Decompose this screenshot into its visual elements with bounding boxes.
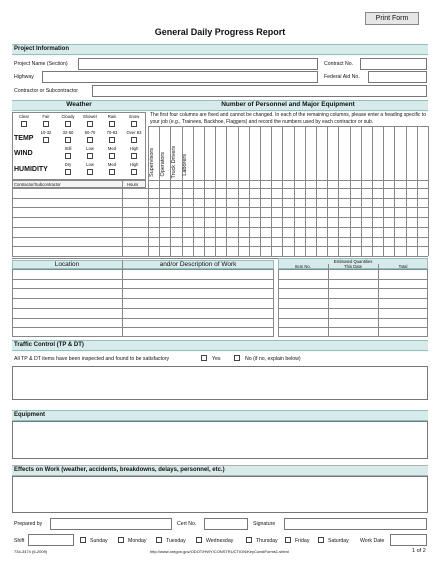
hours-row-input[interactable] [123, 238, 145, 246]
col-supervisors: Supervisors [149, 148, 155, 178]
grid-row-line [12, 318, 274, 319]
temp-checkbox[interactable] [131, 137, 137, 143]
federal-aid-label: Federal Aid No. [324, 74, 360, 80]
grid-col-line [159, 126, 160, 256]
day-checkbox[interactable] [285, 537, 291, 543]
grid-row-line [12, 256, 428, 257]
temp-option-label: 50-70 [84, 130, 96, 135]
equipment-field[interactable] [12, 421, 428, 459]
hours-col-header: Hours [127, 182, 139, 187]
grid-row-line [278, 279, 428, 280]
traffic-explain-field[interactable] [12, 366, 428, 400]
temp-option-label: 10-32 [40, 130, 52, 135]
grid-col-line [282, 126, 283, 256]
day-label: Monday [128, 538, 147, 544]
day-label: Wednesday [206, 538, 234, 544]
hours-row-input[interactable] [123, 228, 145, 236]
highway-label: Highway [14, 74, 34, 80]
sky-checkbox[interactable] [43, 121, 49, 127]
contractor-row-input[interactable] [13, 218, 121, 226]
grid-col-line [327, 126, 328, 256]
effects-field[interactable] [12, 476, 428, 513]
sky-checkbox[interactable] [21, 121, 27, 127]
humidity-checkbox[interactable] [65, 169, 71, 175]
sky-label: Cloudy [61, 114, 75, 119]
temp-checkbox[interactable] [109, 137, 115, 143]
personnel-header: Number of Personnel and Major Equipment [221, 101, 355, 108]
contractor-label: Contractor or Subcontractor [14, 88, 79, 94]
wind-label: WIND [14, 150, 33, 157]
wind-option-label: Still [64, 146, 72, 151]
grid-row-line [12, 327, 274, 328]
contractor-row-input[interactable] [13, 238, 121, 246]
shift-label: Shift [14, 538, 25, 544]
humidity-option-label: Med [107, 162, 117, 167]
wind-option-label: Med [107, 146, 117, 151]
contractor-row-input[interactable] [13, 228, 121, 236]
location-header: Location [54, 261, 80, 268]
hours-row-input[interactable] [123, 218, 145, 226]
grid-col-line [204, 126, 205, 256]
day-label: Thursday [256, 538, 278, 544]
grid-row-line [148, 180, 428, 181]
sky-label: Rain [107, 114, 117, 119]
project-name-label: Project Name (Section) [14, 61, 68, 67]
grid-row-line [278, 298, 428, 299]
effects-header: Effects on Work (weather, accidents, breakdowns, delays, personnel, etc.) [12, 465, 428, 476]
wind-checkbox[interactable] [109, 153, 115, 159]
federal-aid-field[interactable] [368, 71, 427, 83]
prepared-by-field[interactable] [50, 518, 172, 530]
highway-field[interactable] [42, 71, 318, 83]
contractor-row-input[interactable] [13, 208, 121, 216]
day-checkbox[interactable] [80, 537, 86, 543]
humidity-label: HUMIDITY [14, 166, 48, 173]
total-header: Total [398, 264, 408, 269]
est-quantities-header: Estimated Quantities [333, 259, 373, 264]
work-date-field[interactable] [390, 534, 427, 546]
project-name-field[interactable] [78, 58, 318, 70]
weather-header: Weather [66, 101, 92, 108]
print-form-button[interactable]: Print Form [365, 12, 419, 25]
temp-option-label: Over 83 [126, 130, 142, 135]
grid-row-line [278, 327, 428, 328]
contractor-field[interactable] [92, 85, 427, 97]
traffic-no-checkbox[interactable] [234, 355, 240, 361]
day-checkbox[interactable] [118, 537, 124, 543]
item-no-header: Item No. [295, 264, 311, 269]
prepared-by-label: Prepared by [14, 521, 43, 527]
hours-row-input[interactable] [123, 189, 145, 197]
grid-col-line [406, 126, 407, 256]
day-label: Tuesday [166, 538, 186, 544]
grid-col-line [249, 126, 250, 256]
grid-col-line [417, 126, 418, 256]
humidity-checkbox[interactable] [109, 169, 115, 175]
grid-col-line [428, 126, 429, 256]
shift-field[interactable] [28, 534, 74, 546]
grid-col-line [350, 126, 351, 256]
grid-col-line [193, 126, 194, 256]
traffic-question: All TP & DT items have been inspected and found to be satisfactory [14, 356, 170, 362]
wind-checkbox[interactable] [65, 153, 71, 159]
traffic-no-label: No (if no, explain below) [245, 356, 301, 362]
temp-option-label: 70-83 [106, 130, 118, 135]
grid-col-line [394, 126, 395, 256]
contractor-row-input[interactable] [13, 199, 121, 207]
grid-col-line [271, 126, 272, 256]
grid-row-line [278, 288, 428, 289]
sky-checkbox[interactable] [109, 121, 115, 127]
cert-no-field[interactable] [204, 518, 248, 530]
sky-label: Shower [82, 114, 98, 119]
temp-label: TEMP [14, 135, 34, 142]
sky-label: Clear [18, 114, 29, 119]
day-checkbox[interactable] [196, 537, 202, 543]
grid-col-line [338, 126, 339, 256]
grid-col-line [305, 126, 306, 256]
grid-col-line [328, 264, 329, 337]
day-label: Sunday [90, 538, 108, 544]
grid-col-line [182, 126, 183, 256]
grid-col-line [238, 126, 239, 256]
personnel-note: The first four columns are fixed and cannot be changed. In each of the remaining columns, please enter a heading specific to your job (e.g., Trainees, Backhoe, Flaggers) and record the numbers used by each contractor or sub. [150, 112, 426, 125]
this-date-header: This Date [344, 264, 362, 269]
wind-checkbox[interactable] [131, 153, 137, 159]
humidity-checkbox[interactable] [131, 169, 137, 175]
grid-col-line [215, 126, 216, 256]
grid-row-line [278, 308, 428, 309]
wind-option-label: High [129, 146, 139, 151]
page-number: 1 of 2 [412, 548, 426, 554]
traffic-yes-label: Yes [212, 356, 221, 362]
humidity-option-label: Low [86, 162, 94, 167]
contractor-row-input[interactable] [13, 189, 121, 197]
contractor-row-input[interactable] [13, 247, 121, 255]
form-number: 734-3474 (6-2009) [14, 549, 48, 554]
day-checkbox[interactable] [156, 537, 162, 543]
grid-row-line [12, 298, 274, 299]
grid-col-line [361, 126, 362, 256]
humidity-option-label: Dry [64, 162, 72, 167]
equipment-header: Equipment [12, 410, 428, 421]
hours-row-input[interactable] [123, 247, 145, 255]
sky-label: Fair [42, 114, 50, 119]
day-label: Saturday [328, 538, 349, 544]
contract-no-label: Contract No. [324, 61, 354, 67]
grid-row-line [12, 279, 274, 280]
day-checkbox[interactable] [318, 537, 324, 543]
sky-checkbox[interactable] [131, 121, 137, 127]
grid-row-line [12, 288, 274, 289]
traffic-header: Traffic Control (TP & DT) [12, 340, 428, 351]
grid-row-line [12, 308, 274, 309]
temp-checkbox[interactable] [65, 137, 71, 143]
hours-row-input[interactable] [123, 208, 145, 216]
signature-field[interactable] [284, 518, 427, 530]
grid-col-line [378, 264, 379, 337]
wind-option-label: Low [86, 146, 94, 151]
hours-row-input[interactable] [123, 199, 145, 207]
col-laborers: Laborers [182, 154, 188, 176]
contract-no-field[interactable] [360, 58, 427, 70]
contractor-col-header: Contractor/Subcontractor [14, 182, 61, 187]
project-info-header: Project Information [12, 44, 428, 55]
temp-option-label: 32-50 [62, 130, 74, 135]
day-label: Friday [295, 538, 310, 544]
grid-col-line [316, 126, 317, 256]
sky-checkbox[interactable] [87, 121, 93, 127]
humidity-option-label: High [129, 162, 139, 167]
sky-checkbox[interactable] [65, 121, 71, 127]
footer-url[interactable]: http://www.oregon.gov/ODOT/HWY/CONSTRUCTION/KeyConstForms1.shtml [150, 549, 289, 554]
sky-label: Snow [128, 114, 140, 119]
grid-row-line [278, 318, 428, 319]
temp-checkbox[interactable] [87, 137, 93, 143]
wind-checkbox[interactable] [87, 153, 93, 159]
description-header: and/or Description of Work [159, 261, 237, 268]
col-truck-drivers: Truck Drivers [171, 146, 177, 179]
page-title: General Daily Progress Report [154, 27, 286, 37]
temp-checkbox[interactable] [43, 137, 49, 143]
grid-col-line [383, 126, 384, 256]
grid-col-line [260, 126, 261, 256]
grid-col-line [372, 126, 373, 256]
day-checkbox[interactable] [246, 537, 252, 543]
grid-col-line [148, 126, 149, 256]
humidity-checkbox[interactable] [87, 169, 93, 175]
grid-col-line [294, 126, 295, 256]
col-operators: Operators [160, 152, 166, 177]
cert-no-label: Cert No. [177, 521, 197, 527]
work-date-label: Work Date [360, 538, 385, 544]
signature-label: Signature [253, 521, 276, 527]
grid-row-line [148, 126, 428, 127]
grid-col-line [226, 126, 227, 256]
traffic-yes-checkbox[interactable] [201, 355, 207, 361]
